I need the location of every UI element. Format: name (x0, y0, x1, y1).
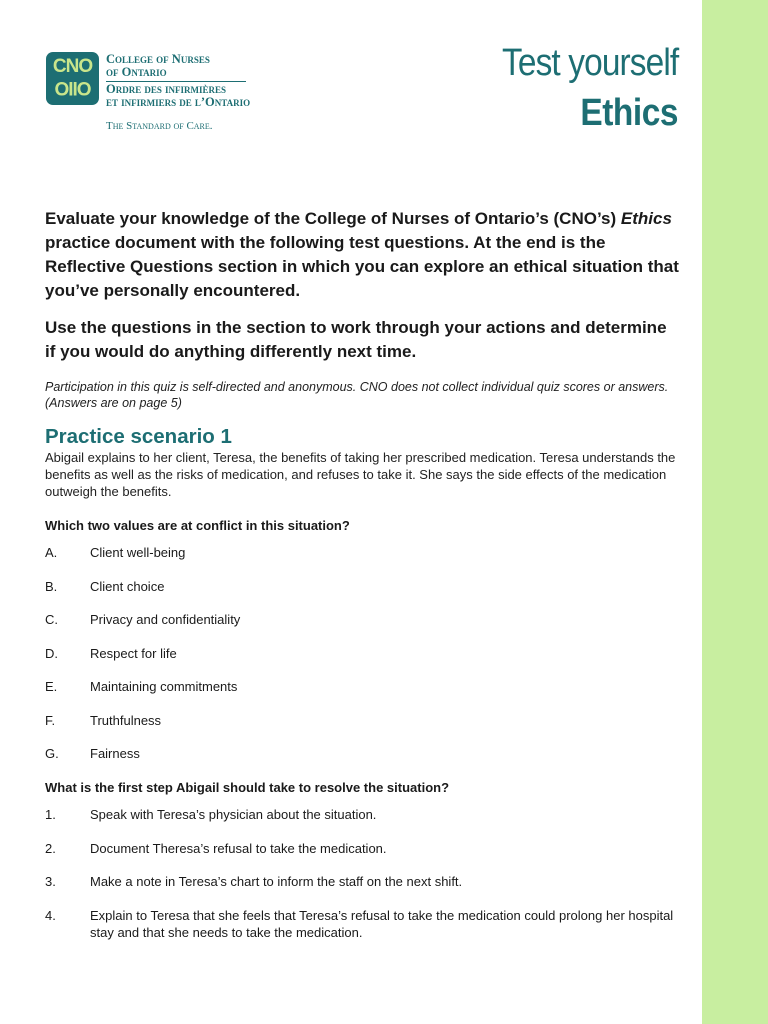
option-item (45, 678, 680, 695)
intro-text-end: practice document with the following test questions. At the end is the Reflective Questions section in which you can explore an ethical situation that you’ve personally encountered. (45, 233, 679, 300)
participation-note: Participation in this quiz is self-directed and anonymous. CNO does not collect individual quiz scores or answers. (Answers are on page 5) (45, 380, 669, 410)
question-2: What is the first step Abigail should take to resolve the situation? (45, 780, 450, 795)
option-text: Fairness (90, 746, 140, 761)
option-text: Make a note in Teresa’s chart to inform the staff on the next shift. (90, 874, 463, 889)
option-text: Respect for life (90, 645, 177, 661)
intro-paragraph-2: Use the questions in the section to work through your actions and determine if you would do anything differently next time. (45, 318, 667, 361)
option-key: C. (45, 612, 58, 627)
option-text: Truthfulness (90, 712, 162, 728)
question-1: Which two values are at conflict in this situation? (45, 518, 350, 533)
option-text: Client well-being (90, 545, 186, 560)
option-text: Document Theresa’s refusal to take the medication. (90, 840, 387, 856)
option-key: 4. (45, 907, 56, 923)
option-item (45, 645, 680, 662)
decorative-side-band (702, 0, 768, 1024)
option-key: B. (45, 578, 58, 594)
main-content (45, 207, 680, 957)
logo-line-3: Ordre des infirmières (106, 82, 226, 96)
logo-line-4: et infirmiers de l’Ontario (106, 95, 251, 109)
scenario-1-title: Practice scenario 1 (45, 425, 232, 448)
page-title-line-1: Test yourself (501, 42, 678, 84)
option-item (45, 907, 680, 941)
option-item (45, 840, 680, 857)
option-text: Speak with Teresa’s physician about the situation. (90, 807, 377, 822)
scenario-1-text: Abigail explains to her client, Teresa, the benefits of taking her prescribed medication. Teresa understands the benefits as well as the risks of medication, and refuses to take it. She says the side effects of the medication outweigh the benefits. (45, 450, 676, 499)
logo-wordmark (106, 53, 336, 109)
option-item (45, 806, 680, 823)
option-key: G. (45, 746, 59, 761)
option-key: A. (45, 545, 58, 560)
intro-text-start: Evaluate your knowledge of the College of Nurses of Ontario’s (CNO’s) (45, 209, 617, 228)
option-key: F. (45, 712, 56, 728)
option-item (45, 544, 680, 561)
option-text: Client choice (90, 578, 165, 594)
option-key: 1. (45, 807, 56, 822)
logo-mark-top: CNO (52, 56, 93, 77)
logo-mark-bottom: OIIO (54, 77, 91, 98)
option-key: D. (45, 645, 58, 661)
option-text: Maintaining commitments (90, 679, 238, 694)
option-text: Explain to Teresa that she feels that Teresa’s refusal to take the medication could prolong her hospital stay and that she needs to take the medication. (90, 907, 674, 940)
page-title-line-2: Ethics (580, 92, 678, 134)
intro-paragraph-1 (45, 207, 680, 303)
question-2-options (45, 806, 680, 941)
intro-emphasis: Ethics (620, 209, 672, 228)
logo-tagline: The Standard of Care. (106, 120, 213, 132)
option-key: E. (45, 679, 58, 694)
logo-line-2: of Ontario (106, 65, 167, 79)
cno-logo-mark (46, 52, 99, 105)
question-1-options (45, 544, 680, 762)
option-item (45, 873, 680, 890)
option-key: 2. (45, 840, 56, 856)
option-item (45, 745, 680, 762)
option-text: Privacy and confidentiality (90, 612, 241, 627)
option-item (45, 611, 680, 628)
option-key: 3. (45, 874, 56, 889)
logo-line-1: College of Nurses (106, 52, 210, 66)
option-item (45, 578, 680, 595)
option-item (45, 712, 680, 729)
